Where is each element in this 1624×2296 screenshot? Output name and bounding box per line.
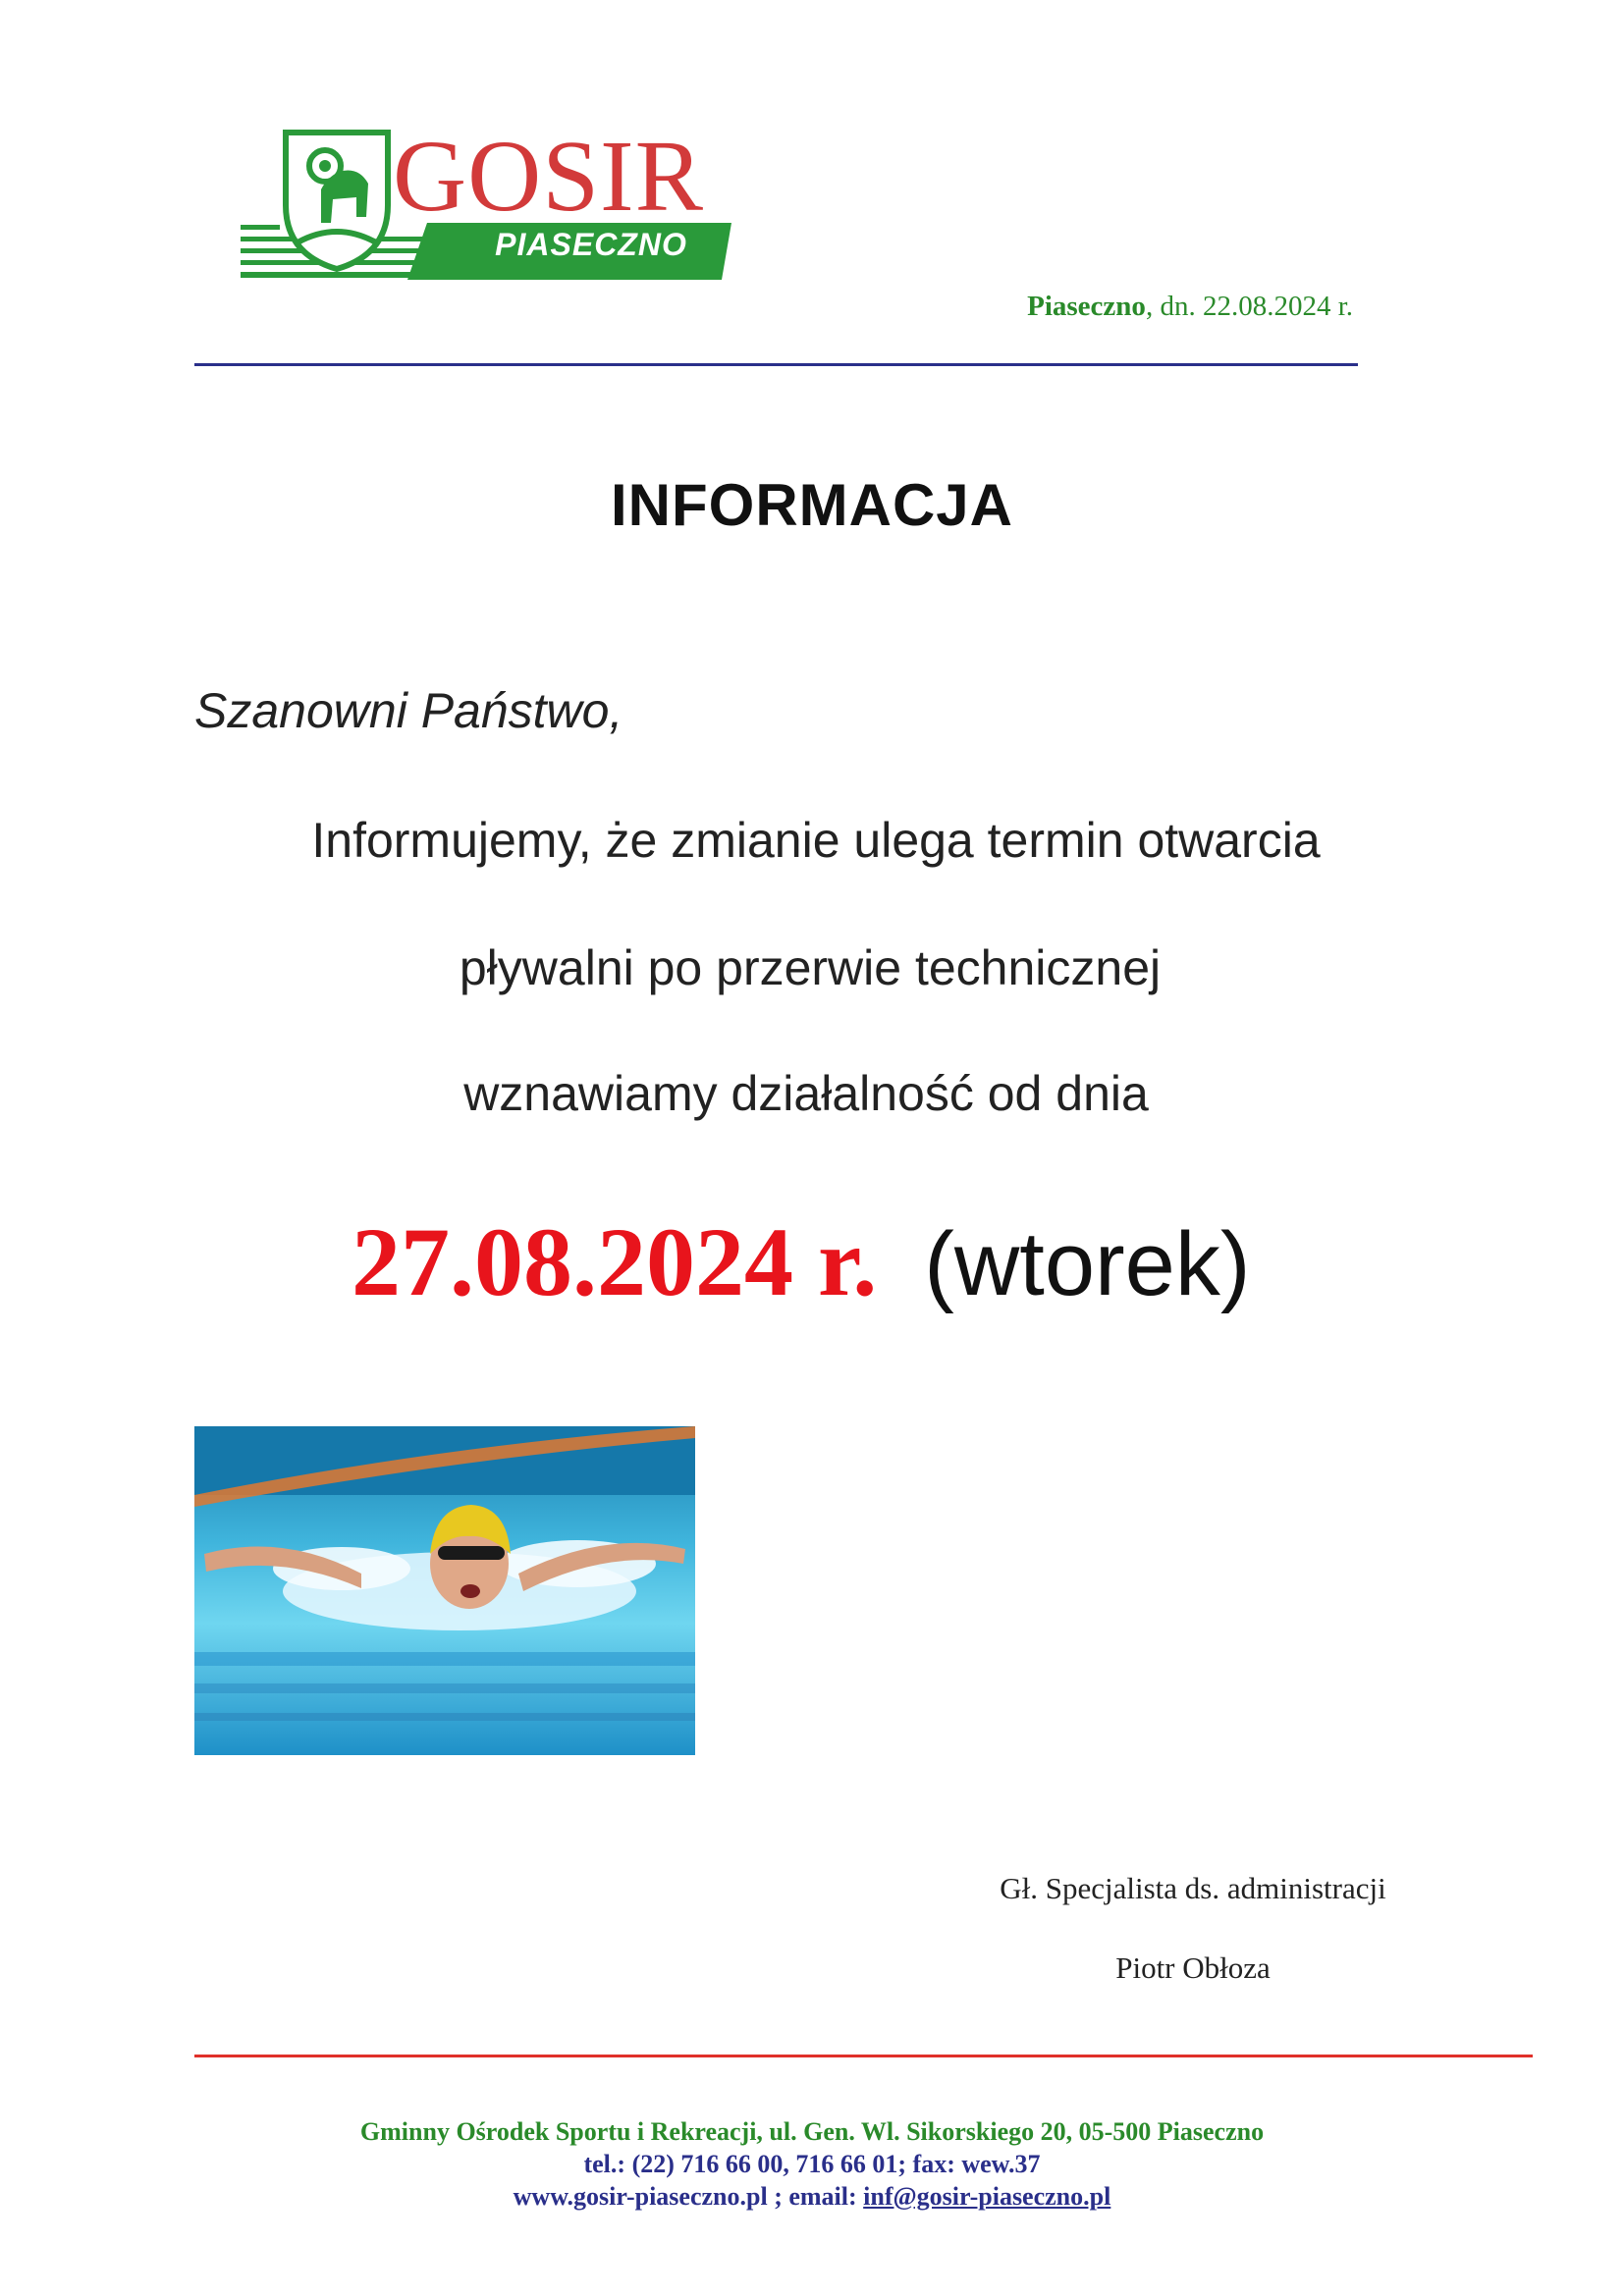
date-place: Piaseczno xyxy=(1027,291,1146,322)
reopen-date xyxy=(352,1205,1250,1318)
swimmer-photo xyxy=(194,1426,695,1755)
ram-emblem-icon xyxy=(278,127,396,274)
footer-divider xyxy=(194,2055,1533,2057)
reopen-weekday: (wtorek) xyxy=(924,1214,1251,1314)
gosir-logo xyxy=(241,120,731,280)
header-divider xyxy=(194,363,1358,366)
body-line-1: Informujemy, że zmianie ulega termin otwarcia xyxy=(311,813,1321,868)
body-line-3: wznawiamy działalność od dnia xyxy=(463,1066,1149,1121)
footer-contact xyxy=(0,2182,1624,2212)
date-text: , dn. 22.08.2024 r. xyxy=(1145,291,1353,322)
footer-website: www.gosir-piaseczno.pl ; email: xyxy=(513,2182,857,2211)
logo-wordmark: GOSIR xyxy=(393,120,705,233)
letter-date xyxy=(687,291,1353,323)
footer-address: Gminny Ośrodek Sportu i Rekreacji, ul. Gen. Wl. Sikorskiego 20, 05-500 Piaseczno xyxy=(359,2117,1265,2146)
logo-subtitle: PIASECZNO xyxy=(495,227,687,262)
footer-email-link[interactable]: inf@gosir-piaseczno.pl xyxy=(863,2182,1111,2211)
footer-phone: tel.: (22) 716 66 00, 716 66 01; fax: wew.37 xyxy=(583,2150,1041,2178)
greeting: Szanowni Państwo, xyxy=(194,683,623,738)
signer-title: Gł. Specjalista ds. administracji xyxy=(1000,1871,1386,1905)
body-line-2: pływalni po przerwie technicznej xyxy=(459,940,1162,995)
signer-name: Piotr Obłoza xyxy=(1115,1950,1271,1985)
page-title: INFORMACJA xyxy=(611,472,1013,538)
reopen-date-value: 27.08.2024 r. xyxy=(352,1207,878,1316)
